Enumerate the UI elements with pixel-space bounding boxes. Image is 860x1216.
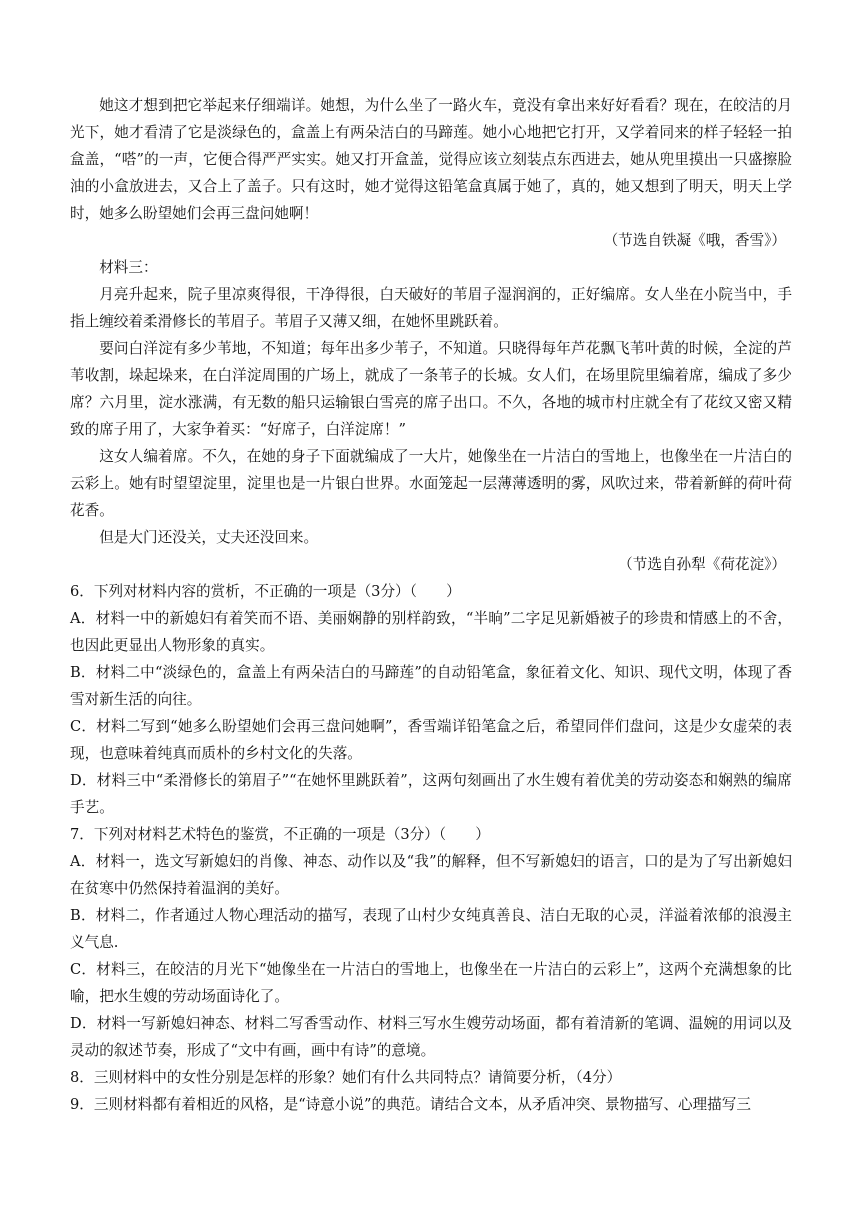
question-9-stem: 9．三则材料都有着相近的风格，是“诗意小说”的典范。请结合文本，从矛盾冲突、景物描写、心理描写三 — [70, 1096, 751, 1113]
question-6-option-d: D．材料三中“柔滑修长的第眉子”“在她怀里跳跃着”，这两句刻画出了水生嫂有着优美的劳动姿态和娴熟的编席手艺。 — [70, 772, 792, 816]
question-7-option-d: D．材料一写新媳妇神态、材料二写香雪动作、材料三写水生嫂劳动场面，都有着清新的笔调、温婉的用词以及灵动的叙述节奏，形成了“文中有画，画中有诗”的意境。 — [70, 1015, 792, 1059]
material3-paragraph: 要问白洋淀有多少苇地，不知道；每年出多少苇子，不知道。只晓得每年芦花飘飞苇叶黄的时候，全淀的芦苇收割，垛起垛来，在白洋淀周围的广场上，就成了一条苇子的长城。女人们，在场里院里编着席，编成了多少席？六月里，淀水涨满，有无数的船只运输银白雪亮的席子出口。不久，各地的城市村庄就全有了花纹又密又精致的席子用了，大家争着买：“好席子，白洋淀席！” — [70, 340, 792, 438]
question-7-option-b: B．材料二，作者通过人物心理活动的描写，表现了山村少女纯真善良、洁白无取的心灵，洋溢着浓郁的浪漫主义气息. — [70, 907, 792, 951]
question-6-option-b: B．材料二中“淡绿色的，盒盖上有两朵洁白的马蹄莲”的自动铅笔盒，象征着文化、知识、现代文明，体现了香雪对新生活的向往。 — [70, 664, 792, 708]
question-7-option-c: C．材料三，在皎洁的月光下“她像坐在一片洁白的雪地上，也像坐在一片洁白的云彩上”，这两个充满想象的比喻，把水生嫂的劳动场面诗化了。 — [70, 961, 792, 1005]
question-8-stem: 8．三则材料中的女性分别是怎样的形象？她们有什么共同特点？请简要分析，（4分） — [70, 1069, 622, 1086]
material3-paragraph: 这女人编着席。不久，在她的身子下面就编成了一大片，她像坐在一片洁白的雪地上，也像坐在一片洁白的云彩上。她有时望望淀里，淀里也是一片银白世界。水面笼起一层薄薄透明的雾，风吹过来，带着新鲜的荷叶荷花香。 — [70, 448, 792, 519]
question-6-option-c: C．材料二写到“她多么盼望她们会再三盘问她啊”，香雪端详铅笔盒之后，希望同伴们盘问，这是少女虚荣的表现，也意味着纯真而质朴的乡村文化的失落。 — [70, 718, 792, 762]
question-6-stem: 6．下列对材料内容的赏析，不正确的一项是（3分）（ ） — [70, 583, 461, 600]
material3-label: 材料三： — [99, 259, 158, 276]
material2-paragraph: 她这才想到把它举起来仔细端详。她想，为什么坐了一路火车，竟没有拿出来好好看看？现在，在皎洁的月光下，她才看清了它是淡绿色的，盒盖上有两朵洁白的马蹄莲。她小心地把它打开，又学着同来的样子轻轻一拍盒盖，“嗒”的一声，它便合得严严实实。她又打开盒盖，觉得应该立刻装点东西进去，她从兜里摸出一只盛擦脸油的小盒放进去，又合上了盖子。只有这时，她才觉得这铅笔盒真属于她了，真的，她又想到了明天，明天上学时，她多么盼望她们会再三盘问她啊！ — [70, 97, 792, 222]
question-6-option-a: A．材料一中的新媳妇有着笑而不语、美丽娴静的别样韵致，“半晌”二字足见新婚被子的珍贵和情感上的不舍，也因此更显出人物形象的真实。 — [70, 610, 792, 654]
material3-paragraph: 月亮升起来，院子里凉爽得很，干净得很，白天破好的苇眉子湿润润的，正好编席。女人坐在小院当中，手指上缠绞着柔滑修长的苇眉子。苇眉子又薄又细，在她怀里跳跃着。 — [70, 286, 792, 330]
page-content — [70, 92, 792, 1118]
material2-source: （节选自铁凝《哦，香雪》） — [603, 232, 786, 249]
question-7-stem: 7．下列对材料艺术特色的鉴赏，不正确的一项是（3分）（ ） — [70, 826, 490, 843]
material3-paragraph: 但是大门还没关，丈夫还没回来。 — [99, 529, 319, 546]
question-7-option-a: A．材料一，选文写新媳妇的肖像、神态、动作以及“我”的解释，但不写新媳妇的语言，口的是为了写出新媳妇在贫寒中仍然保持着温润的美好。 — [70, 853, 792, 897]
material3-source: （节选自孙犁《荷花淀》） — [618, 556, 786, 573]
